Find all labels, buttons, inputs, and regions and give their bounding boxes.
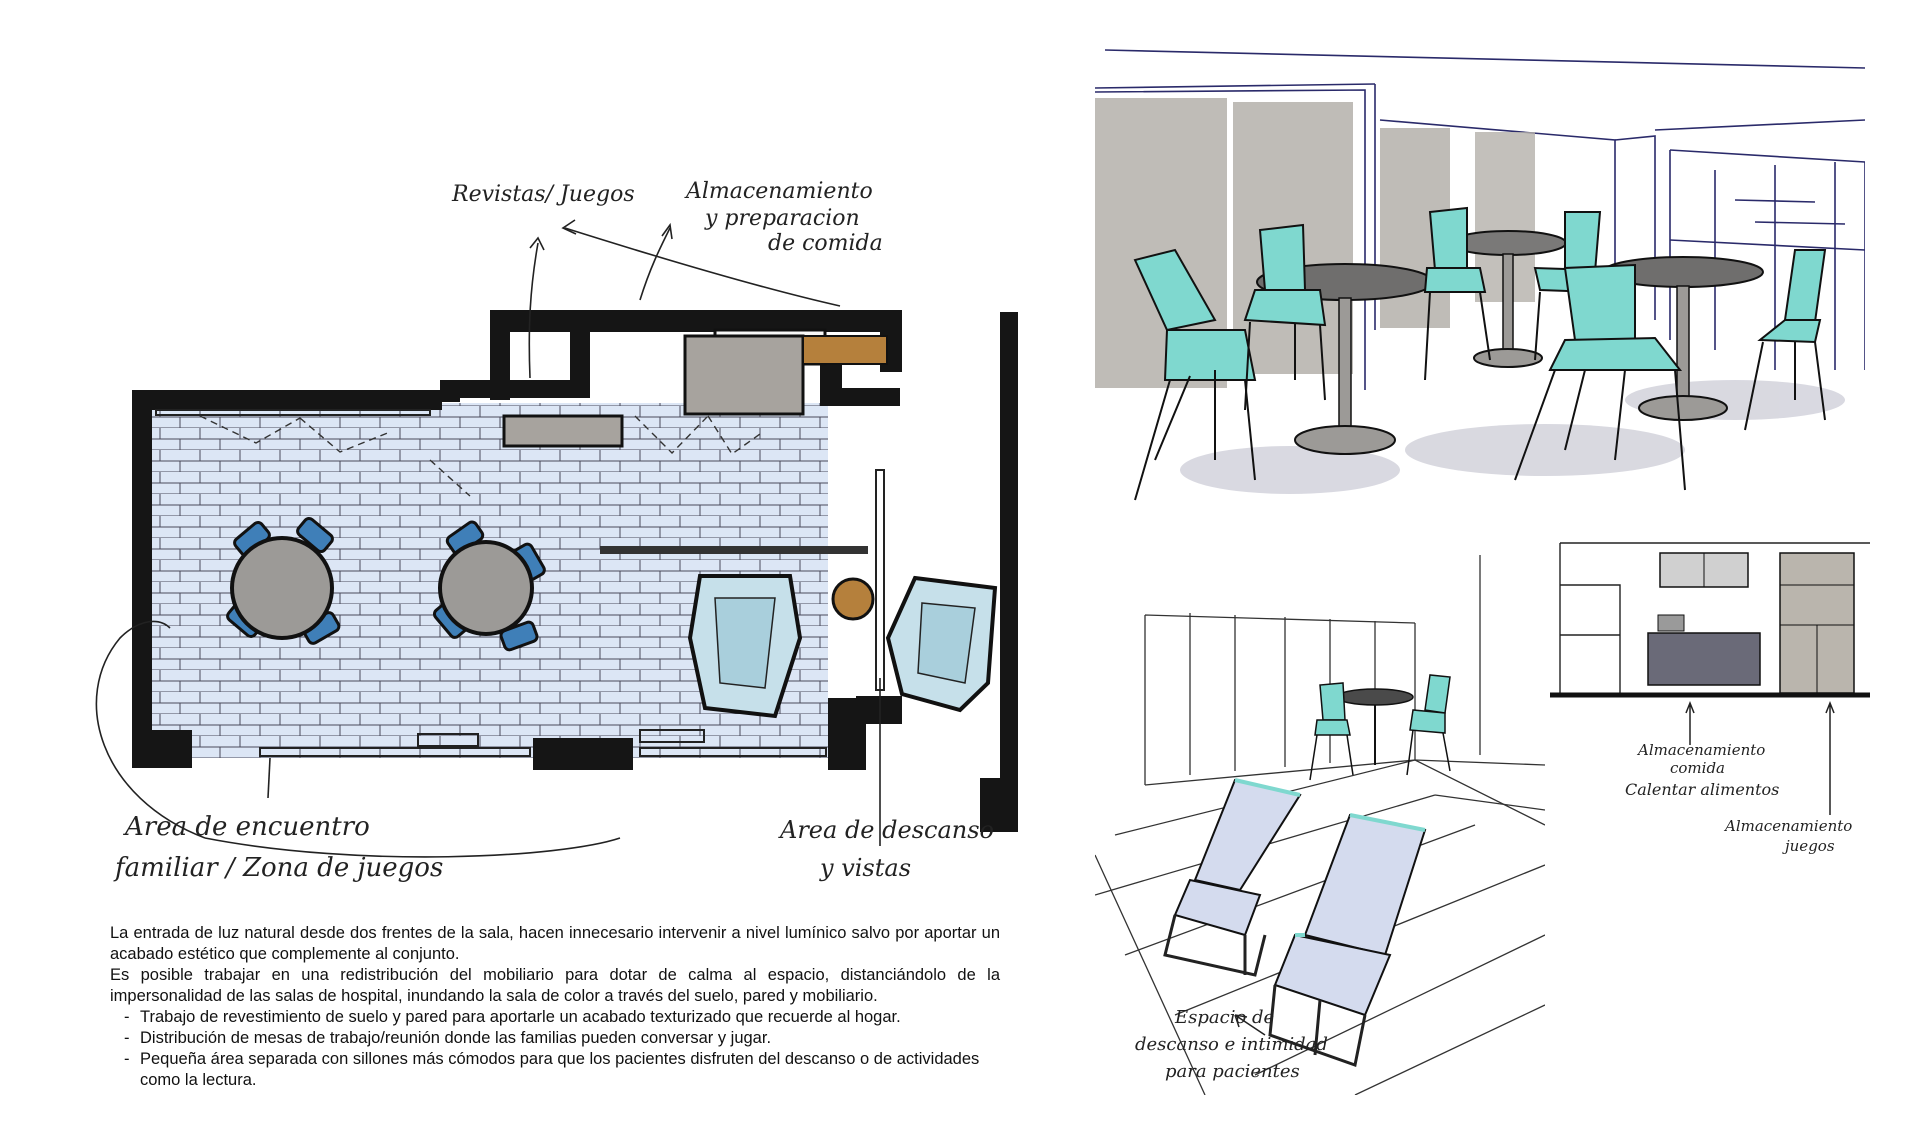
description-text <box>110 923 1000 1091</box>
magazine-shelf <box>504 416 622 446</box>
leader-food <box>1686 703 1694 745</box>
side-table <box>833 579 873 619</box>
plan-walls-right <box>980 312 1018 832</box>
label-heat-food: Calentar alimentos <box>1625 780 1780 799</box>
bullet-item: - Trabajo de revestimiento de suelo y pared para aportarle un acabado texturizado que recuerde al hogar. <box>140 1007 1000 1028</box>
floor-plan-sketch <box>60 98 1080 918</box>
bench <box>600 546 868 554</box>
floor-plan-drawing <box>60 98 1080 918</box>
armchair-left <box>690 576 800 716</box>
lounge-perspective-sketch <box>1095 535 1545 1095</box>
bullet-item: - Pequeña área separada con sillones más cómodos para que los pacientes disfruten del descanso o de actividades como la lectura. <box>140 1049 1000 1091</box>
wood-shelf <box>803 336 887 364</box>
armchair-right <box>888 578 995 710</box>
lounge-drawing <box>1095 535 1545 1095</box>
label-storage-1: Almacenamiento <box>686 179 873 204</box>
label-food-storage-1: Almacenamiento <box>1638 741 1766 759</box>
bullet-item: - Distribución de mesas de trabajo/reunión donde las familias pueden conversar y jugar. <box>140 1028 1000 1049</box>
description-bullets <box>110 1007 1000 1091</box>
cafe-perspective-sketch <box>1095 40 1865 510</box>
lower-cabinet <box>1648 633 1760 685</box>
label-magazines: Revistas/ Juegos <box>452 182 635 207</box>
kitchen-storage <box>685 336 803 414</box>
lounge-chair-2 <box>1270 815 1425 1065</box>
label-rest-1: Area de descanso <box>780 816 994 844</box>
microwave <box>1658 615 1684 631</box>
label-storage-3: de comida <box>768 231 883 256</box>
label-lounge-2: descanso e intimidad <box>1135 1034 1328 1055</box>
label-family-1: Area de encuentro <box>125 812 370 842</box>
description-paragraph-1: La entrada de luz natural desde dos frentes de la sala, hacen innecesario intervenir a nivel lumínico salvo por aportar un acabado estético que complemente al conjunto. <box>110 924 1000 963</box>
label-food-storage-2: comida <box>1670 759 1725 777</box>
lounge-chair-1 <box>1165 780 1300 975</box>
kitchen-drawing <box>1540 535 1870 875</box>
leader-games <box>1826 703 1834 815</box>
floor-shadows <box>1180 380 1845 494</box>
label-family-2: familiar / Zona de juegos <box>115 853 444 883</box>
description-paragraph-2: Es posible trabajar en una redistribución del mobiliario para dotar de calma al espacio, distanciándolo de la impersonalidad de las salas de hospital, inundando la sala de color a través del suelo, pared y mobiliario. <box>110 966 1000 1005</box>
label-games-storage-1: Almacenamiento <box>1725 817 1853 835</box>
label-storage-2: y preparacion <box>705 206 860 231</box>
label-lounge-1: Espacio de <box>1175 1007 1275 1028</box>
label-lounge-3: para pacientes <box>1165 1061 1300 1082</box>
kitchen-elevation-sketch <box>1540 535 1870 875</box>
label-rest-2: y vistas <box>820 854 912 882</box>
label-games-storage-2: juegos <box>1785 837 1835 855</box>
cafe-drawing <box>1095 40 1865 510</box>
